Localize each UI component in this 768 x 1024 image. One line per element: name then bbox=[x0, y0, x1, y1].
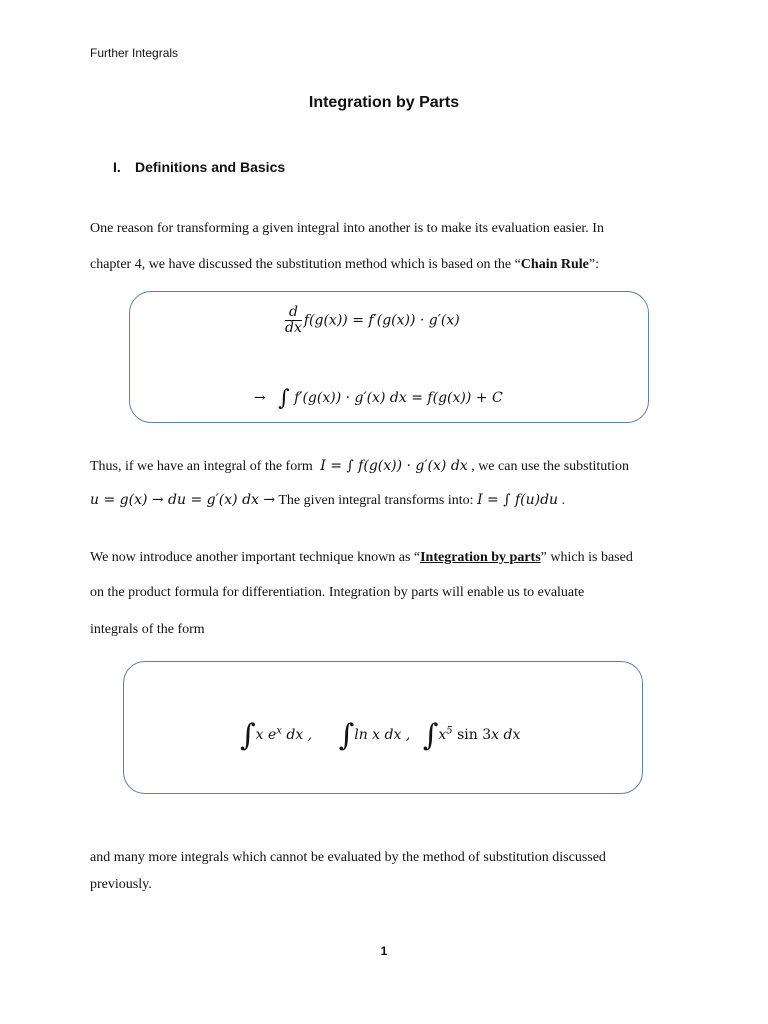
integral-1-exponent: x bbox=[276, 725, 282, 737]
integral-form-math: I = ∫ f(g(x)) · g′(x) dx bbox=[320, 458, 468, 474]
integral-sign-icon: ∫ bbox=[240, 718, 256, 753]
integral-3-sin: sin 3 bbox=[452, 727, 492, 743]
integral-3-exponent: 5 bbox=[446, 725, 453, 737]
integral-3-base: x bbox=[438, 727, 447, 743]
paragraph-1-line-2 bbox=[90, 257, 599, 273]
section-title: Definitions and Basics bbox=[135, 159, 286, 175]
integral-sign-icon: ∫ bbox=[338, 718, 355, 753]
paragraph-1-text: chapter 4, we have discussed the substitution method which is based on the “ bbox=[90, 257, 521, 272]
paragraph-2-line-2-text: The given integral transforms into: bbox=[278, 493, 474, 508]
paragraph-3-line-3: integrals of the form bbox=[90, 622, 205, 637]
transformed-integral-math: I = ∫ f(u)du bbox=[477, 492, 559, 508]
integral-1-tail: dx , bbox=[281, 727, 313, 743]
fraction-denominator: dx bbox=[285, 320, 302, 336]
paragraph-2-text: Thus, if we have an integral of the form bbox=[90, 459, 313, 474]
paragraph-1-tail: ”: bbox=[588, 257, 599, 272]
page-title: Integration by Parts bbox=[308, 94, 460, 111]
chain-rule-equation bbox=[285, 305, 460, 336]
integration-by-parts-term: Integration by parts bbox=[420, 550, 541, 565]
integral-sign-icon: ∫ bbox=[278, 386, 290, 411]
paragraph-3-line-1 bbox=[90, 550, 633, 566]
paragraph-4-line-1: and many more integrals which cannot be evaluated by the method of substitution discussed bbox=[90, 850, 606, 865]
chain-rule-term: Chain Rule bbox=[520, 257, 589, 272]
integral-3-tail: x dx bbox=[491, 727, 521, 743]
substitution-math: u = g(x) → du = g′(x) dx → bbox=[90, 492, 276, 508]
example-integrals bbox=[240, 718, 520, 753]
paragraph-4-line-2: previously. bbox=[90, 877, 152, 892]
paragraph-3-tail: ” which is based bbox=[540, 550, 633, 565]
paragraph-2-tail: , we can use the substitution bbox=[471, 459, 630, 474]
arrow-icon: → bbox=[254, 390, 266, 406]
derivative-fraction bbox=[285, 305, 302, 336]
chain-rule-integral-equation bbox=[254, 386, 503, 411]
integral-sign-icon: ∫ bbox=[422, 718, 439, 753]
running-header: Further Integrals bbox=[90, 46, 179, 60]
section-heading bbox=[113, 159, 285, 175]
chain-rule-integral-body: f′(g(x)) · g′(x) dx = f(g(x)) + C bbox=[294, 390, 503, 406]
integral-2: ln x dx , bbox=[354, 727, 411, 743]
paragraph-2-line-1 bbox=[90, 458, 629, 475]
page-number: 1 bbox=[380, 944, 388, 958]
paragraph-2-line-2-tail: . bbox=[561, 493, 566, 508]
section-number: I. bbox=[113, 159, 121, 175]
paragraph-3-text: We now introduce another important technique known as “ bbox=[90, 550, 421, 565]
paragraph-1-line-1: One reason for transforming a given integral into another is to make its evaluation easier. In bbox=[90, 221, 604, 236]
paragraph-3-line-2: on the product formula for differentiation. Integration by parts will enable us to evaluate bbox=[90, 585, 585, 600]
paragraph-2-line-2 bbox=[90, 492, 565, 509]
fraction-numerator: d bbox=[285, 305, 302, 321]
integral-1-base: x e bbox=[255, 727, 277, 743]
chain-rule-rhs: f(g(x)) = f′(g(x)) · g′(x) bbox=[303, 312, 460, 329]
